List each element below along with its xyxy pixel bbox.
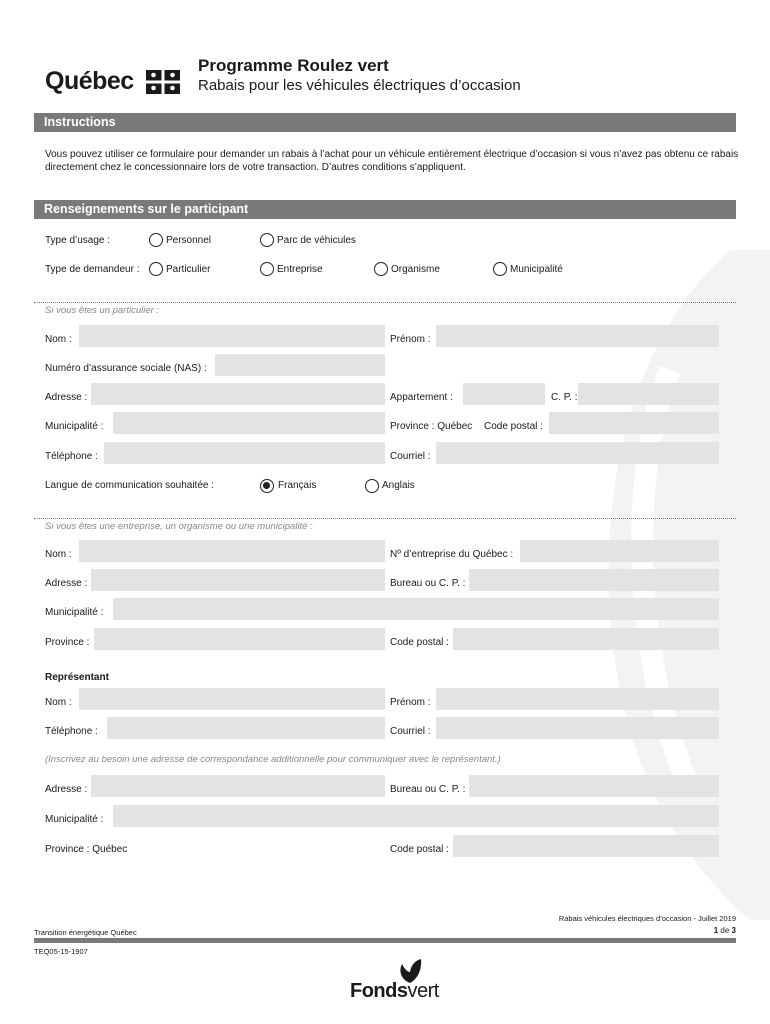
language-english-label: Anglais xyxy=(382,480,415,491)
usage-personnel-label: Personnel xyxy=(166,235,212,246)
business-postal-label: Code postal : xyxy=(390,637,449,648)
business-suite-label: Bureau ou C. P. : xyxy=(390,578,466,589)
rep-last-name-input[interactable] xyxy=(79,688,385,710)
rep-name-label: Nom : xyxy=(45,697,72,708)
individual-city-label: Municipalité : xyxy=(45,421,104,432)
rep-suite-label: Bureau ou C. P. : xyxy=(390,784,466,795)
individual-address-input[interactable] xyxy=(91,383,385,405)
representative-heading: Représentant xyxy=(45,672,109,683)
rep-firstname-label: Prénom : xyxy=(390,697,431,708)
page-number xyxy=(714,926,736,935)
rep-email-input[interactable] xyxy=(436,717,719,739)
requester-particulier-label: Particulier xyxy=(166,264,211,275)
requester-type-label: Type de demandeur : xyxy=(45,264,140,275)
neq-input[interactable] xyxy=(520,540,719,562)
form-subtitle: Rabais pour les véhicules électriques d’occasion xyxy=(198,77,521,94)
apartment-input[interactable] xyxy=(463,383,545,405)
business-address-label: Adresse : xyxy=(45,578,88,589)
divider xyxy=(34,518,736,519)
requester-municipalite-label: Municipalité xyxy=(510,264,563,275)
individual-province-label: Province : Québec xyxy=(390,421,473,432)
individual-first-name-input[interactable] xyxy=(436,325,719,347)
requester-entreprise-radio[interactable] xyxy=(260,262,274,276)
requester-organisme-radio[interactable] xyxy=(374,262,388,276)
business-city-label: Municipalité : xyxy=(45,607,104,618)
quebec-logo xyxy=(45,64,134,98)
individual-last-name-input[interactable] xyxy=(79,325,385,347)
business-subheading: Si vous êtes une entreprise, un organisme ou une municipalité : xyxy=(45,521,313,532)
rep-email-label: Courriel : xyxy=(390,726,431,737)
business-province-label: Province : xyxy=(45,637,90,648)
rep-suite-input[interactable] xyxy=(469,775,719,797)
individual-postal-label: Code postal : xyxy=(484,421,543,432)
nas-input[interactable] xyxy=(215,354,385,376)
language-french-label: Français xyxy=(278,480,317,491)
nas-label: Numéro d’assurance sociale (NAS) : xyxy=(45,363,207,374)
language-label: Langue de communication souhaitée : xyxy=(45,480,215,491)
rep-address-input[interactable] xyxy=(91,775,385,797)
rep-postal-input[interactable] xyxy=(453,835,719,857)
individual-firstname-label: Prénom : xyxy=(390,334,431,345)
individual-city-input[interactable] xyxy=(113,412,385,434)
individual-email-input[interactable] xyxy=(436,442,719,464)
instructions-text: Vous pouvez utiliser ce formulaire pour demander un rabais à l’achat pour un véhicule entièrement électrique d’occasion si vous n’avez pas obtenu ce rabais directement chez le concessionnaire lors de votre transaction. D’autres conditions s’appliquent. xyxy=(45,149,739,173)
page-current: 1 xyxy=(713,926,719,935)
rep-postal-label: Code postal : xyxy=(390,844,449,855)
individual-phone-label: Téléphone : xyxy=(45,451,98,462)
fleur-de-lys-flag-icon xyxy=(146,70,180,94)
business-city-input[interactable] xyxy=(113,598,719,620)
rep-city-input[interactable] xyxy=(113,805,719,827)
page-separator: de xyxy=(720,926,730,935)
language-french-radio[interactable] xyxy=(260,479,274,493)
rep-first-name-input[interactable] xyxy=(436,688,719,710)
business-name-label: Nom : xyxy=(45,549,72,560)
business-postal-input[interactable] xyxy=(453,628,719,650)
rep-phone-input[interactable] xyxy=(107,717,385,739)
po-box-input[interactable] xyxy=(578,383,719,405)
rep-phone-label: Téléphone : xyxy=(45,726,98,737)
requester-particulier-radio[interactable] xyxy=(149,262,163,276)
requester-organisme-label: Organisme xyxy=(391,264,440,275)
quebec-wordmark: Québec xyxy=(45,67,134,95)
footer-doc-title: Rabais véhicules électriques d’occasion - Juillet 2019 xyxy=(558,914,736,923)
business-province-input[interactable] xyxy=(94,628,385,650)
business-address-input[interactable] xyxy=(91,569,385,591)
form-code: TEQ05-15-1907 xyxy=(34,947,88,956)
page-total: 3 xyxy=(731,926,736,935)
form-title: Programme Roulez vert xyxy=(198,56,389,75)
usage-parc-radio[interactable] xyxy=(260,233,274,247)
usage-parc-label: Parc de véhicules xyxy=(277,235,356,246)
individual-name-label: Nom : xyxy=(45,334,72,345)
po-box-label: C. P. : xyxy=(551,392,578,403)
footer-org: Transition énergétique Québec xyxy=(34,928,137,937)
individual-phone-input[interactable] xyxy=(104,442,385,464)
usage-personnel-radio[interactable] xyxy=(149,233,163,247)
fonds-vert-logo xyxy=(350,958,460,1008)
participant-heading: Renseignements sur le participant xyxy=(34,200,736,219)
business-suite-input[interactable] xyxy=(469,569,719,591)
rep-address-label: Adresse : xyxy=(45,784,88,795)
language-english-radio[interactable] xyxy=(365,479,379,493)
business-name-input[interactable] xyxy=(79,540,385,562)
requester-entreprise-label: Entreprise xyxy=(277,264,323,275)
individual-postal-input[interactable] xyxy=(549,412,719,434)
footer-rule xyxy=(34,938,736,943)
instructions-heading: Instructions xyxy=(34,113,736,132)
rep-province-label: Province : Québec xyxy=(45,844,128,855)
rep-address-note: (Inscrivez au besoin une adresse de correspondance additionnelle pour communiquer avec le représentant.) xyxy=(45,754,501,765)
rep-city-label: Municipalité : xyxy=(45,814,104,825)
brand-vert: vert xyxy=(407,980,439,1002)
apartment-label: Appartement : xyxy=(390,392,453,403)
individual-subheading: Si vous êtes un particulier : xyxy=(45,305,160,316)
requester-municipalite-radio[interactable] xyxy=(493,262,507,276)
brand-fonds: Fonds xyxy=(350,980,408,1002)
divider xyxy=(34,302,736,303)
individual-email-label: Courriel : xyxy=(390,451,431,462)
usage-type-label: Type d’usage : xyxy=(45,235,111,246)
individual-address-label: Adresse : xyxy=(45,392,88,403)
neq-label: Nº d’entreprise du Québec : xyxy=(390,549,514,560)
